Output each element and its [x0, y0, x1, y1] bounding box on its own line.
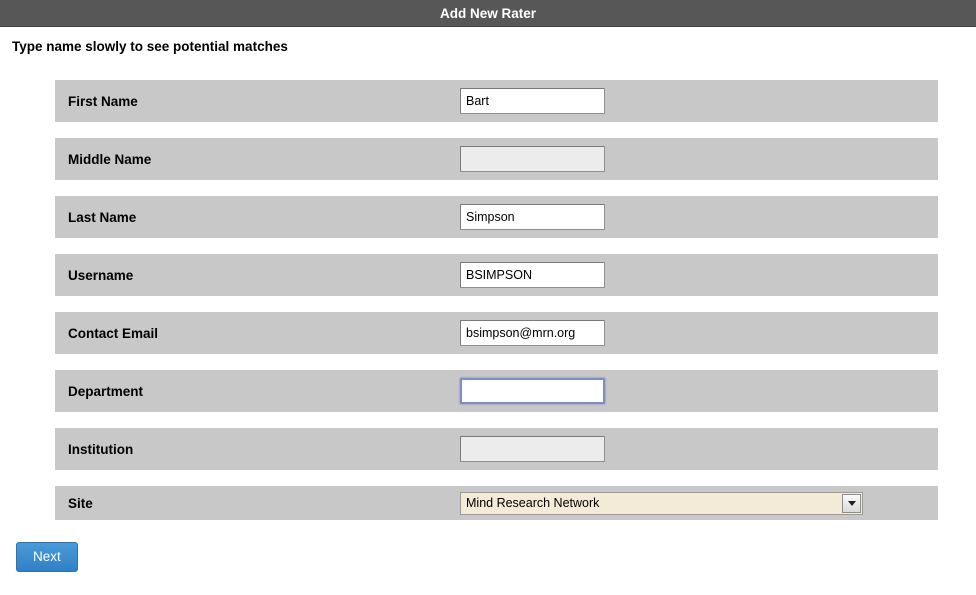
window-title: Add New Rater — [439, 5, 537, 21]
label-contact-email: Contact Email — [68, 325, 159, 341]
label-middle-name: Middle Name — [68, 151, 152, 167]
form-row-contact-email — [55, 312, 938, 354]
label-department: Department — [68, 383, 144, 399]
form-row-site — [55, 486, 938, 520]
form-row-middle-name — [55, 138, 938, 180]
label-last-name: Last Name — [68, 209, 137, 225]
form-footer — [0, 536, 976, 572]
form-row-institution — [55, 428, 938, 470]
form-row-first-name — [55, 80, 938, 122]
rater-form — [0, 80, 976, 520]
form-row-last-name — [55, 196, 938, 238]
next-button[interactable]: Next — [16, 542, 78, 572]
username-input[interactable] — [460, 262, 605, 288]
contact-email-input[interactable] — [460, 320, 605, 346]
institution-input[interactable] — [460, 436, 605, 462]
label-site: Site — [68, 495, 93, 511]
first-name-input[interactable] — [460, 88, 605, 114]
chevron-down-icon[interactable] — [842, 494, 861, 513]
site-select[interactable] — [460, 492, 863, 515]
form-row-department — [55, 370, 938, 412]
window-titlebar — [0, 0, 976, 27]
middle-name-input[interactable] — [460, 146, 605, 172]
department-input[interactable] — [460, 378, 605, 404]
site-select-value: Mind Research Network — [466, 496, 600, 510]
label-institution: Institution — [68, 441, 134, 457]
form-row-username — [55, 254, 938, 296]
label-username: Username — [68, 267, 134, 283]
label-first-name: First Name — [68, 93, 138, 109]
instruction-text: Type name slowly to see potential matches — [12, 39, 288, 54]
last-name-input[interactable] — [460, 204, 605, 230]
